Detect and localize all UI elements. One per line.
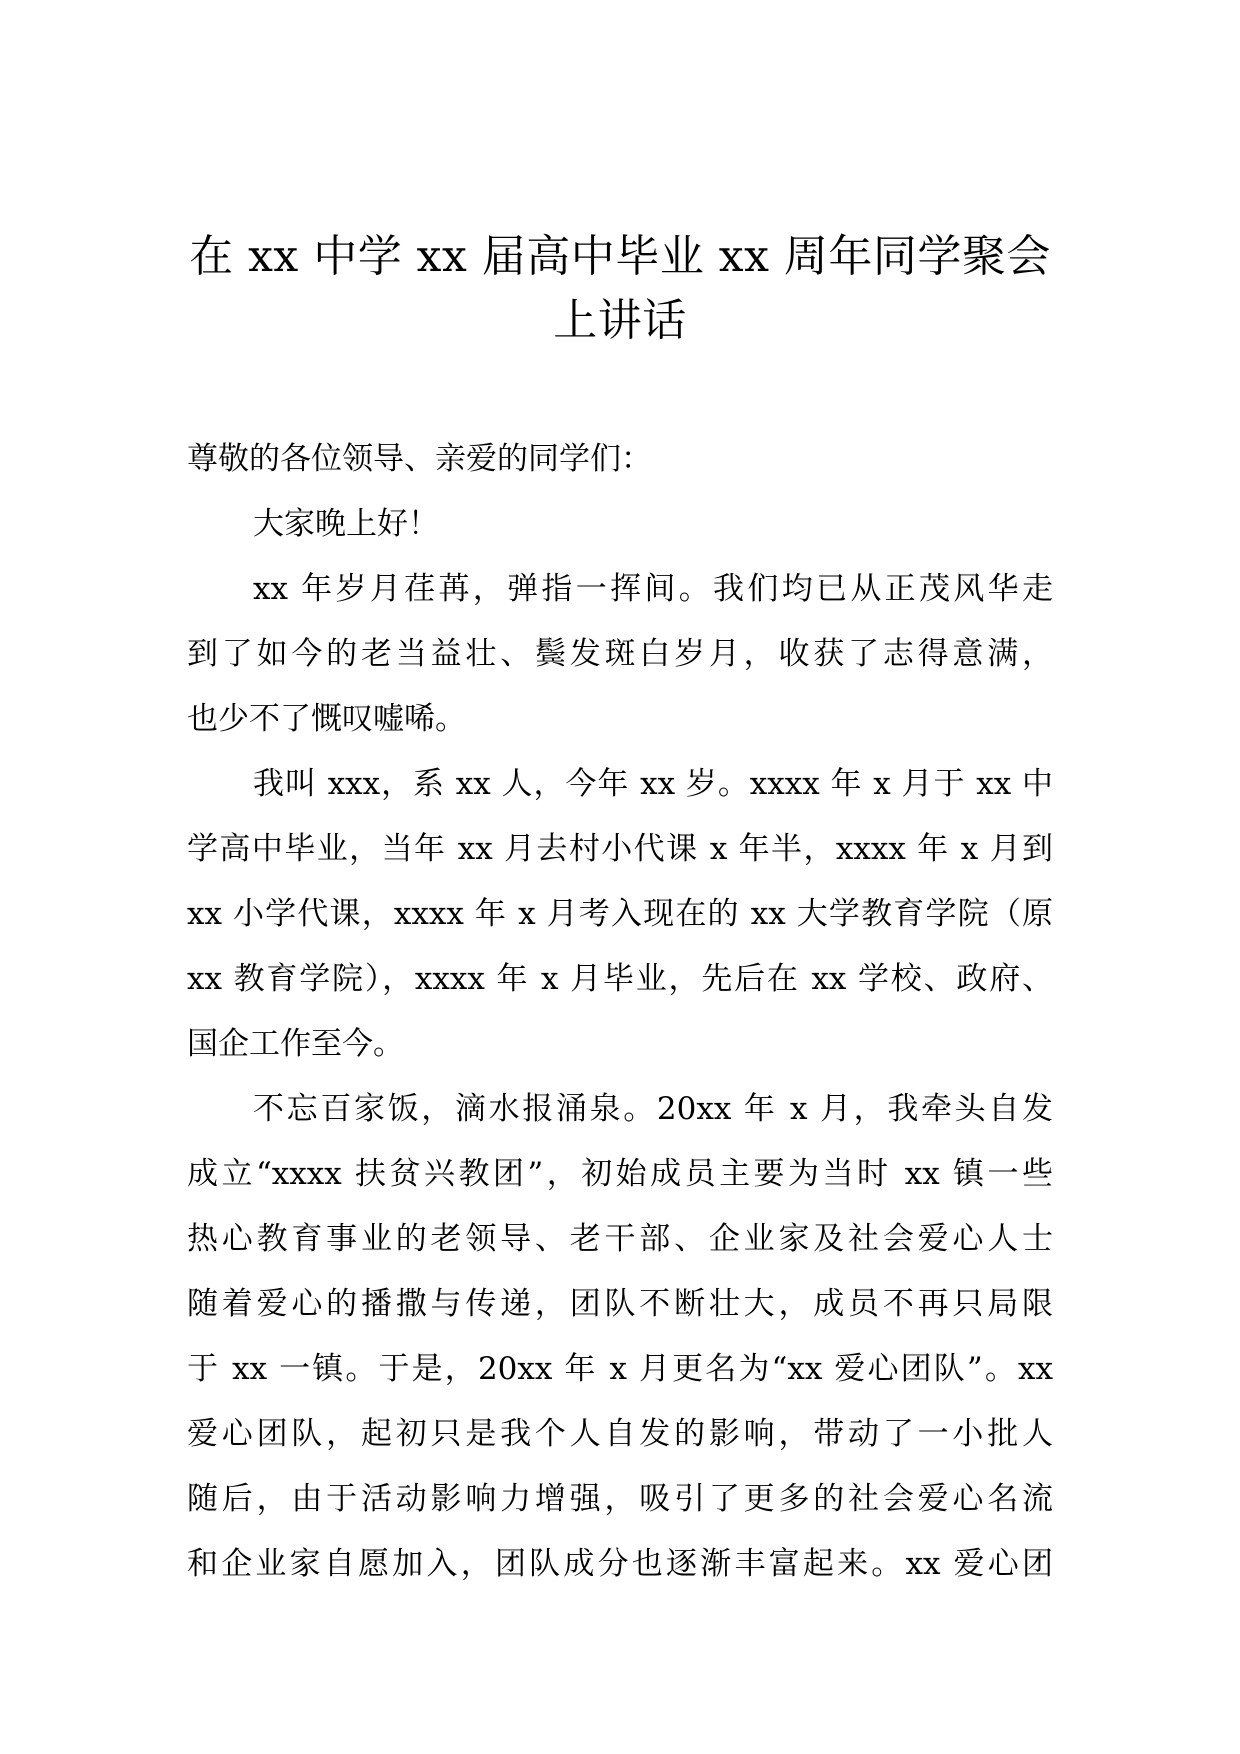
- paragraph-line: 国企工作至今。: [187, 1026, 404, 1062]
- paragraph-line: 成立“xxxx 扶贫兴教团”，初始成员主要为当时 xx 镇一些: [187, 1156, 1053, 1192]
- paragraph-line: 不忘百家饭，滴水报涌泉。20xx 年 x 月，我牵头自发: [253, 1091, 1053, 1127]
- paragraph-line: 到了如今的老当益壮、鬓发斑白岁月，收获了志得意满，: [187, 636, 1053, 672]
- paragraph-line: 热心教育事业的老领导、老干部、企业家及社会爱心人士: [187, 1221, 1053, 1257]
- document-body: [187, 427, 1053, 1597]
- title-line-1: 在 xx 中学 xx 届高中毕业 xx 周年同学聚会: [189, 231, 1051, 282]
- paragraph-line: xx 年岁月荏苒，弹指一挥间。我们均已从正茂风华走: [253, 571, 1053, 607]
- paragraph-line: 于 xx 一镇。于是，20xx 年 x 月更名为“xx 爱心团队”。xx: [187, 1351, 1053, 1387]
- paragraph-line: xx 小学代课，xxxx 年 x 月考入现在的 xx 大学教育学院（原: [187, 896, 1053, 932]
- paragraph-line: 爱心团队，起初只是我个人自发的影响，带动了一小批人: [187, 1416, 1053, 1452]
- paragraph-years: [187, 557, 1053, 752]
- paragraph-love-team: [187, 1077, 1053, 1597]
- document-title: [150, 225, 1090, 353]
- title-line-2: 上讲话: [553, 295, 687, 346]
- salutation-line: 尊敬的各位领导、亲爱的同学们：: [187, 441, 652, 477]
- paragraph-line: 随后，由于活动影响力增强，吸引了更多的社会爱心名流: [187, 1481, 1053, 1517]
- paragraph-line: 学高中毕业，当年 xx 月去村小代课 x 年半，xxxx 年 x 月到: [187, 831, 1053, 867]
- paragraph-line: 也少不了慨叹嘘唏。: [187, 701, 466, 737]
- salutation: [187, 427, 1053, 492]
- paragraph-line: xx 教育学院），xxxx 年 x 月毕业，先后在 xx 学校、政府、: [187, 961, 1053, 997]
- paragraph-greeting: [187, 492, 1053, 557]
- paragraph-line: 大家晚上好！: [253, 506, 439, 542]
- paragraph-introduction: [187, 752, 1053, 1077]
- paragraph-line: 我叫 xxx，系 xx 人，今年 xx 岁。xxxx 年 x 月于 xx 中: [253, 766, 1053, 802]
- paragraph-line: 随着爱心的播撒与传递，团队不断壮大，成员不再只局限: [187, 1286, 1053, 1322]
- paragraph-line: 和企业家自愿加入，团队成分也逐渐丰富起来。xx 爱心团: [187, 1546, 1053, 1582]
